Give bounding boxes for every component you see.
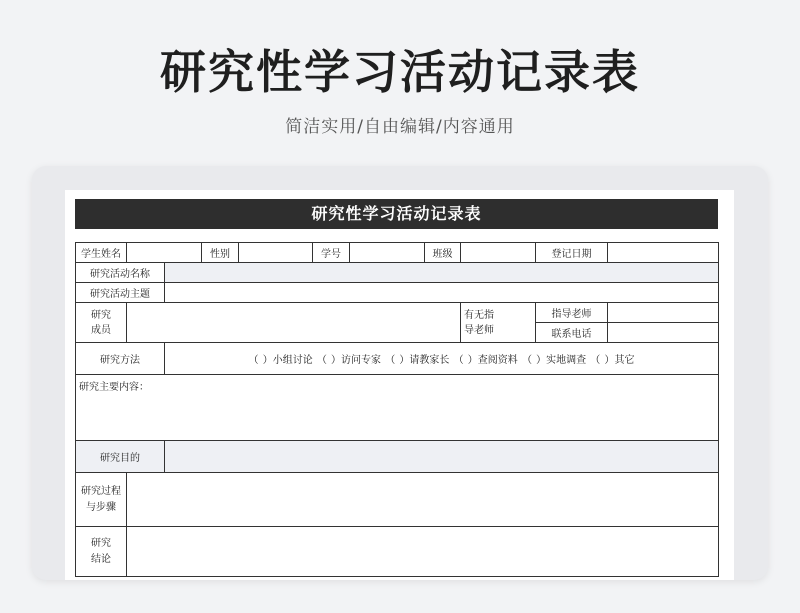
process-field[interactable] <box>127 473 719 527</box>
advisor-field[interactable] <box>608 303 719 323</box>
members-label-text: 研究成员 <box>91 309 111 336</box>
record-form-table <box>75 242 719 577</box>
register-date-field[interactable] <box>608 243 719 263</box>
contact-phone-label: 联系电话 <box>536 323 608 343</box>
conclusion-label-text: 研究结论 <box>91 537 111 565</box>
activity-name-field[interactable] <box>165 263 719 283</box>
page-subtitle: 简洁实用/自由编辑/内容通用 <box>285 117 515 137</box>
main-content-label: 研究主要内容： <box>79 382 149 393</box>
class-label: 班级 <box>425 243 461 263</box>
student-id-label: 学号 <box>313 243 350 263</box>
student-id-field[interactable] <box>350 243 425 263</box>
form-header: 研究性学习活动记录表 <box>75 199 718 229</box>
main-content-field[interactable] <box>76 375 719 441</box>
purpose-label: 研究目的 <box>76 441 165 473</box>
process-label <box>76 473 127 527</box>
form-sheet <box>65 190 734 580</box>
preview-card <box>32 166 768 580</box>
members-label <box>76 303 127 343</box>
conclusion-label <box>76 527 127 577</box>
student-name-label: 学生姓名 <box>76 243 127 263</box>
advisor-label: 指导老师 <box>536 303 608 323</box>
register-date-label: 登记日期 <box>536 243 608 263</box>
conclusion-field[interactable] <box>127 527 719 577</box>
has-advisor-label-text: 有无指导老师 <box>464 309 494 336</box>
has-advisor-label <box>461 303 536 343</box>
gender-field[interactable] <box>239 243 313 263</box>
contact-phone-field[interactable] <box>608 323 719 343</box>
activity-theme-field[interactable] <box>165 283 719 303</box>
student-name-field[interactable] <box>127 243 202 263</box>
activity-theme-label: 研究活动主题 <box>76 283 165 303</box>
method-options[interactable]: （ ）小组讨论 （ ）访问专家 （ ）请教家长 （ ）查阅资料 （ ）实地调查 （ ）其它 <box>165 343 719 375</box>
members-field[interactable] <box>127 303 461 343</box>
process-label-text: 研究过程与步骤 <box>81 485 121 513</box>
purpose-field[interactable] <box>165 441 719 473</box>
activity-name-label: 研究活动名称 <box>76 263 165 283</box>
class-field[interactable] <box>461 243 536 263</box>
gender-label: 性别 <box>202 243 239 263</box>
method-label: 研究方法 <box>76 343 165 375</box>
page-title: 研究性学习活动记录表 <box>160 45 640 99</box>
